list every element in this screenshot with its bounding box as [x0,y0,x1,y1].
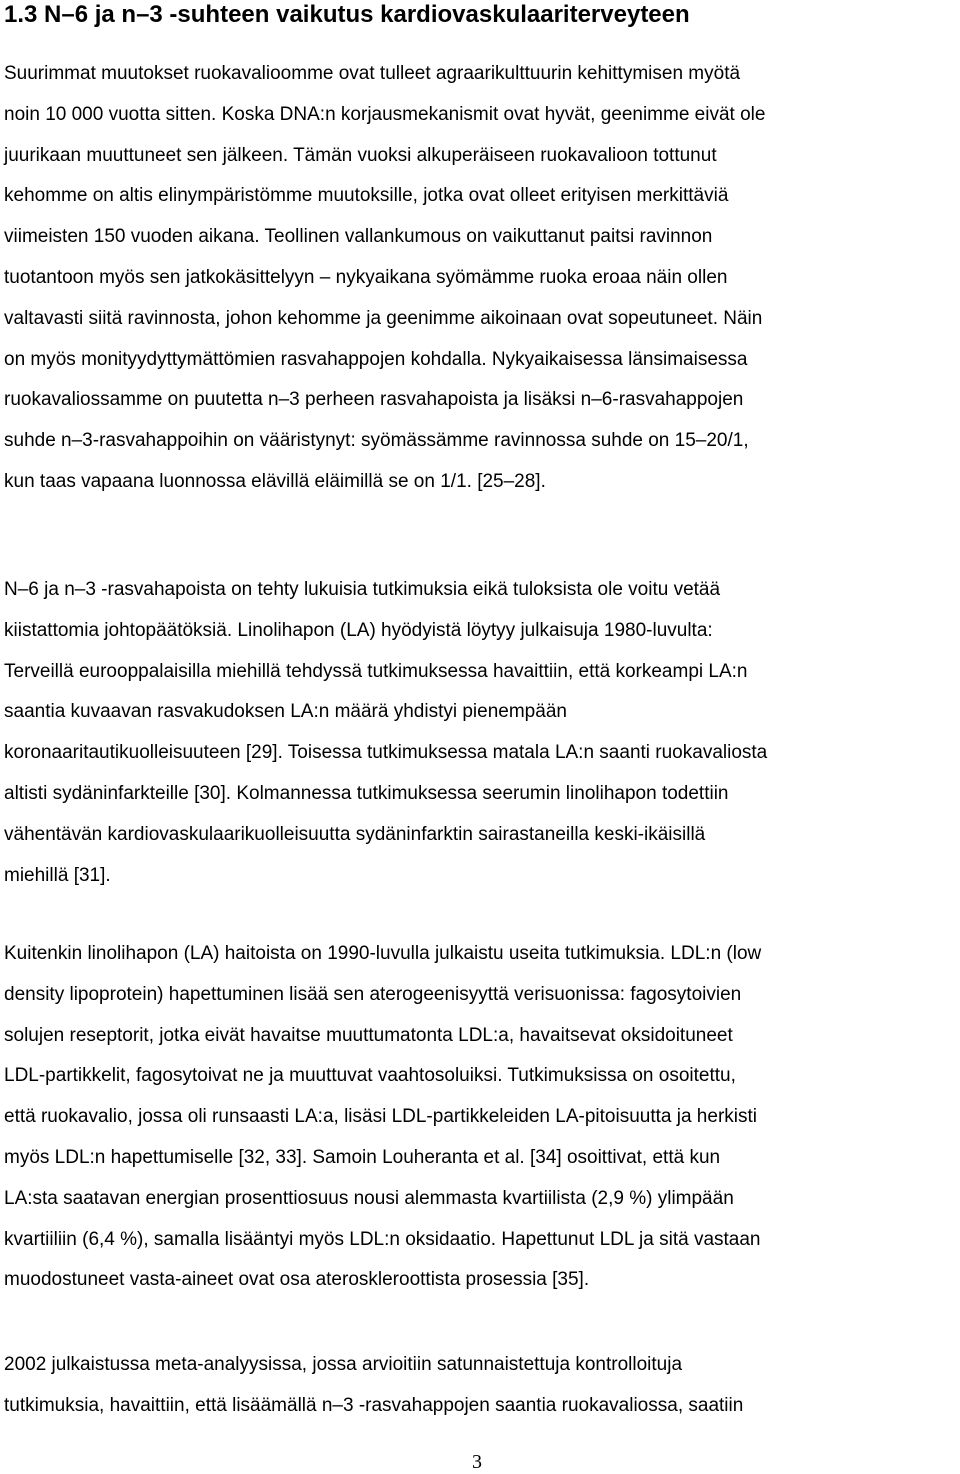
text-line: on myös monityydyttymättömien rasvahappojen kohdalla. Nykyaikaisessa länsimaisessa [4,348,748,370]
section-heading: 1.3 N–6 ja n–3 -suhteen vaikutus kardiovaskulaariterveyteen [4,1,690,28]
text-line: tutkimuksia, havaittiin, että lisäämällä n–3 -rasvahappojen saantia ruokavaliossa, saatiin [4,1394,744,1416]
text-line: valtavasti siitä ravinnosta, johon kehomme ja geenimme aikoinaan ovat sopeutuneet. Näin [4,307,763,329]
text-line: LA:sta saatavan energian prosenttiosuus nousi alemmasta kvartiilista (2,9 %) ylimpään [4,1187,734,1209]
text-line: kiistattomia johtopäätöksiä. Linolihapon (LA) hyödyistä löytyy julkaisuja 1980-luvulta: [4,619,713,641]
text-line: N–6 ja n–3 -rasvahapoista on tehty lukuisia tutkimuksia eikä tuloksista ole voitu vetää [4,579,721,600]
text-line: että ruokavalio, jossa oli runsaasti LA:a, lisäsi LDL-partikkeleiden LA-pitoisuutta ja herkisti [4,1106,757,1128]
text-line: viimeisten 150 vuoden aikana. Teollinen vallankumous on vaikuttanut paitsi ravinnon [4,226,713,248]
text-line: density lipoprotein) hapettuminen lisää sen aterogeenisyyttä verisuonissa: fagosytoivien [4,983,742,1005]
text-line: kehomme on altis elinympäristömme muutoksille, jotka ovat olleet erityisen merkittäviä [4,185,729,207]
text-line: ruokavaliossamme on puutetta n–3 perheen rasvahapoista ja lisäksi n–6-rasvahappojen [4,389,744,411]
text-line: miehillä [31]. [4,864,111,886]
text-line: saantia kuvaavan rasvakudoksen LA:n määrä yhdistyi pienempään [4,701,567,723]
text-line: LDL-partikkelit, fagosytoivat ne ja muuttuvat vaahtosoluiksi. Tutkimuksissa on osoitettu, [4,1065,736,1087]
text-line: kun taas vapaana luonnossa elävillä eläimillä se on 1/1. [25–28]. [4,471,546,492]
text-line: Suurimmat muutokset ruokavalioomme ovat tulleet agraarikulttuurin kehittymisen myötä [4,63,741,84]
text-line: tuotantoon myös sen jatkokäsittelyyn – nykyaikana syömämme ruoka eroaa näin ollen [4,267,728,288]
text-line: solujen reseptorit, jotka eivät havaitse muuttumatonta LDL:a, havaitsevat oksidoituneet [4,1024,733,1046]
text-line: suhde n–3-rasvahappoihin on vääristynyt: syömässämme ravinnossa suhde on 15–20/1, [4,430,749,452]
text-line: muodostuneet vasta-aineet ovat osa ateroskleroottista prosessia [35]. [4,1269,590,1291]
text-line: Terveillä eurooppalaisilla miehillä tehdyssä tutkimuksessa havaittiin, että korkeampi LA:n [4,660,748,682]
text-line: juurikaan muuttuneet sen jälkeen. Tämän vuoksi alkuperäiseen ruokavalioon tottunut [4,144,717,166]
text-line: vähentävän kardiovaskulaarikuolleisuutta sydäninfarktin sairastaneilla keski-ikäisillä [4,823,706,845]
text-line: 2002 julkaistussa meta-analyysissa, jossa arvioitiin satunnaistettuja kontrolloituja [4,1354,683,1375]
page-number: 3 [472,1451,482,1473]
text-line: noin 10 000 vuotta sitten. Koska DNA:n korjausmekanismit ovat hyvät, geenimme eivät ole [4,103,766,125]
text-line: Kuitenkin linolihapon (LA) haitoista on 1990-luvulla julkaistu useita tutkimuksia. LDL:n (low [4,943,762,964]
text-line: koronaaritautikuolleisuuteen [29]. Toisessa tutkimuksessa matala LA:n saanti ruokavaliosta [4,742,768,764]
text-line: altisti sydäninfarkteille [30]. Kolmannessa tutkimuksessa seerumin linolihapon todettiin [4,783,729,804]
text-line: myös LDL:n hapettumiselle [32, 33]. Samoin Louheranta et al. [34] osoittivat, että kun [4,1147,721,1168]
text-line: kvartiiliin (6,4 %), samalla lisääntyi myös LDL:n oksidaatio. Hapettunut LDL ja sitä vastaan [4,1228,761,1250]
